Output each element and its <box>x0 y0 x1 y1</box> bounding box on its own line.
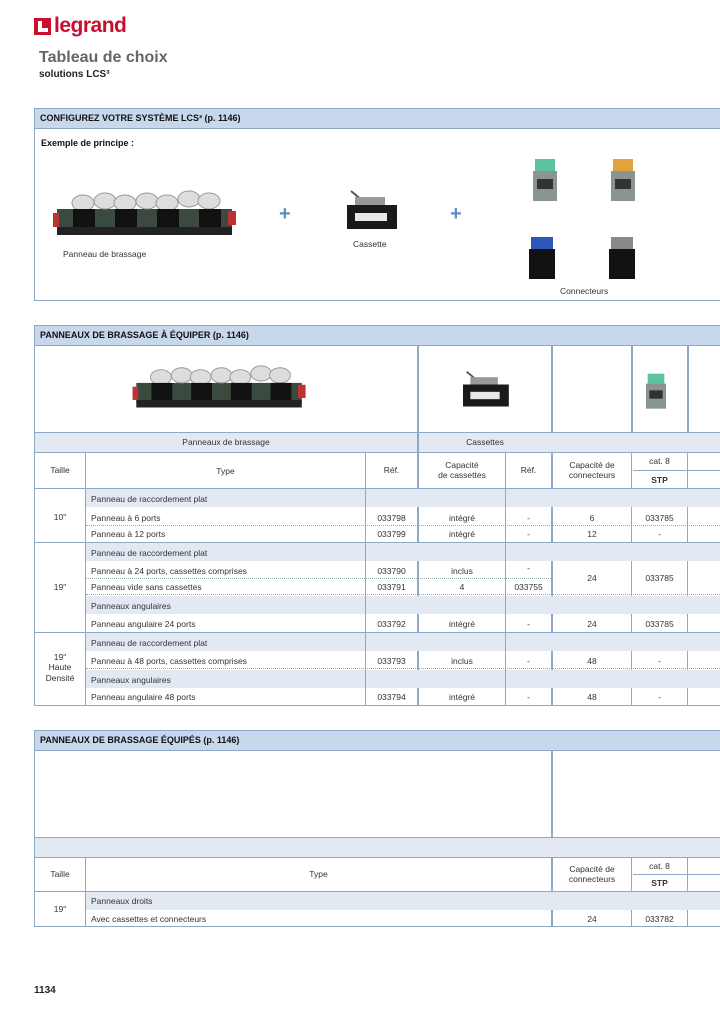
r5-cap: intégré <box>449 619 475 629</box>
r3-ref2: - <box>527 563 530 573</box>
col-taille: Taille <box>50 465 70 475</box>
col-cap-cassettes-2: de cassettes <box>438 470 486 480</box>
divider <box>633 874 720 875</box>
r6-cap: inclus <box>451 656 473 666</box>
connector-black-image <box>605 235 641 283</box>
r3-type: Panneau à 24 ports, cassettes comprises <box>91 566 247 576</box>
col-type: Type <box>216 466 235 476</box>
g19-subheader-2: Panneaux angulaires <box>91 601 171 611</box>
section-panels-to-equip-title: PANNEAUX DE BRASSAGE À ÉQUIPER (p. 1146) <box>35 326 720 346</box>
s3-col-cap-conn-2: connecteurs <box>568 874 616 884</box>
r6-conn: 48 <box>587 656 597 666</box>
r5-ref2: - <box>527 619 530 629</box>
example-label: Exemple de principe : <box>41 138 135 148</box>
panel-caption: Panneau de brassage <box>63 249 147 259</box>
r7-type: Panneau angulaire 48 ports <box>91 692 196 702</box>
g19-size: 19" <box>53 582 67 592</box>
col-cap-conn-2: connecteurs <box>568 470 616 480</box>
r7-conn: 48 <box>587 692 597 702</box>
section-equipped-panels <box>34 730 720 927</box>
r6-type: Panneau à 48 ports, cassettes comprises <box>91 656 247 666</box>
divider <box>35 837 720 838</box>
r7-stp: - <box>658 692 661 702</box>
row-separator <box>86 525 720 526</box>
r1-ref: 033798 <box>377 513 406 523</box>
section-configure <box>34 108 720 301</box>
col-ref2: Réf. <box>520 465 537 475</box>
col-cat8: cat. 8 <box>649 456 670 466</box>
patch-panel-image <box>53 189 238 244</box>
col-cap-conn-1: Capacité de <box>569 460 615 470</box>
cassette-image <box>341 187 401 235</box>
section-configure-title: CONFIGUREZ VOTRE SYSTÈME LCS³ (p. 1146) <box>35 109 720 129</box>
s3-row-type: Avec cassettes et connecteurs <box>91 914 207 924</box>
r1-ref2: - <box>527 513 530 523</box>
r1-cap: intégré <box>449 513 475 523</box>
plus-icon-1: + <box>279 203 291 225</box>
s3-size: 19" <box>53 904 67 914</box>
connectors-caption: Connecteurs <box>560 286 609 296</box>
s3-col-type: Type <box>309 869 328 879</box>
col-stp: STP <box>651 475 668 485</box>
col-cap-cassettes-1: Capacité <box>445 460 479 470</box>
r2-cap: intégré <box>449 529 475 539</box>
subheader-band <box>86 596 720 614</box>
connector-blue-image <box>525 235 561 283</box>
plus-icon-2: + <box>450 203 462 225</box>
connector-orange-image <box>605 157 641 205</box>
r1-stp: 033785 <box>645 513 674 523</box>
divider <box>631 346 633 433</box>
divider <box>551 346 553 706</box>
s3-col-cap-conn-1: Capacité de <box>569 864 615 874</box>
r34-conn: 24 <box>587 573 597 583</box>
cassette-caption: Cassette <box>353 239 387 249</box>
connector-green-image <box>527 157 563 205</box>
subheader-band <box>86 892 720 910</box>
g10-size: 10" <box>53 512 67 522</box>
r3-ref: 033790 <box>377 566 406 576</box>
divider <box>687 346 689 433</box>
r6-ref2: - <box>527 656 530 666</box>
section-panels-to-equip <box>34 325 720 706</box>
patch-panel-image-2 <box>130 364 310 416</box>
r2-ref2: - <box>527 529 530 539</box>
s3-col-cat8: cat. 8 <box>649 861 670 871</box>
r2-conn: 12 <box>587 529 597 539</box>
divider <box>35 452 720 453</box>
s3-col-stp: STP <box>651 878 668 888</box>
r2-ref: 033799 <box>377 529 406 539</box>
r34-stp: 033785 <box>645 573 674 583</box>
r7-ref2: - <box>527 692 530 702</box>
ghd-size-1: 19" <box>53 652 67 662</box>
r2-type: Panneau à 12 ports <box>91 529 166 539</box>
page-subtitle: solutions LCS³ <box>39 69 110 80</box>
ghd-subheader-1: Panneau de raccordement plat <box>91 638 208 648</box>
r7-ref: 033794 <box>377 692 406 702</box>
row-separator <box>86 668 720 669</box>
group-header-band <box>35 837 720 857</box>
page-title: Tableau de choix <box>39 49 168 66</box>
group-panels-label: Panneaux de brassage <box>182 437 270 447</box>
g19-subheader-1: Panneau de raccordement plat <box>91 548 208 558</box>
ghd-size-2: Haute <box>48 662 72 672</box>
s3-subheader: Panneaux droits <box>91 896 153 906</box>
r4-type: Panneau vide sans cassettes <box>91 582 202 592</box>
r1-conn: 6 <box>589 513 595 523</box>
subheader-band <box>86 670 720 688</box>
connector-green-image-2 <box>641 370 671 414</box>
row-separator <box>86 578 551 579</box>
r7-cap: intégré <box>449 692 475 702</box>
r5-stp: 033785 <box>645 619 674 629</box>
legrand-logo <box>34 14 126 38</box>
r4-ref2: 033755 <box>514 582 543 592</box>
r5-conn: 24 <box>587 619 597 629</box>
r5-type: Panneau angulaire 24 ports <box>91 619 196 629</box>
legrand-logo-mark <box>34 18 51 35</box>
s3-row-stp: 033782 <box>645 914 674 924</box>
divider <box>35 432 720 433</box>
g10-subheader: Panneau de raccordement plat <box>91 494 208 504</box>
divider <box>633 470 720 471</box>
cassette-image-2 <box>457 368 513 412</box>
ghd-subheader-2: Panneaux angulaires <box>91 675 171 685</box>
legrand-logo-text: legrand <box>54 14 127 37</box>
r2-stp: - <box>658 529 661 539</box>
page-number: 1134 <box>34 985 56 996</box>
col-ref: Réf. <box>383 465 400 475</box>
r3-cap: inclus <box>451 566 473 576</box>
row-separator <box>86 594 720 595</box>
ghd-size-3: Densité <box>45 673 75 683</box>
r1-type: Panneau à 6 ports <box>91 513 161 523</box>
divider <box>365 488 366 706</box>
divider <box>85 488 86 706</box>
section-equipped-panels-title: PANNEAUX DE BRASSAGE ÉQUIPÉS (p. 1146) <box>35 731 720 751</box>
s3-row-conn: 24 <box>587 914 597 924</box>
r4-ref: 033791 <box>377 582 406 592</box>
group-cassettes-label: Cassettes <box>466 437 504 447</box>
r6-ref: 033793 <box>377 656 406 666</box>
r5-ref: 033792 <box>377 619 406 629</box>
divider <box>505 488 506 706</box>
divider <box>35 857 720 858</box>
s3-col-taille: Taille <box>50 869 70 879</box>
r6-stp: - <box>658 656 661 666</box>
r4-cap: 4 <box>459 582 465 592</box>
